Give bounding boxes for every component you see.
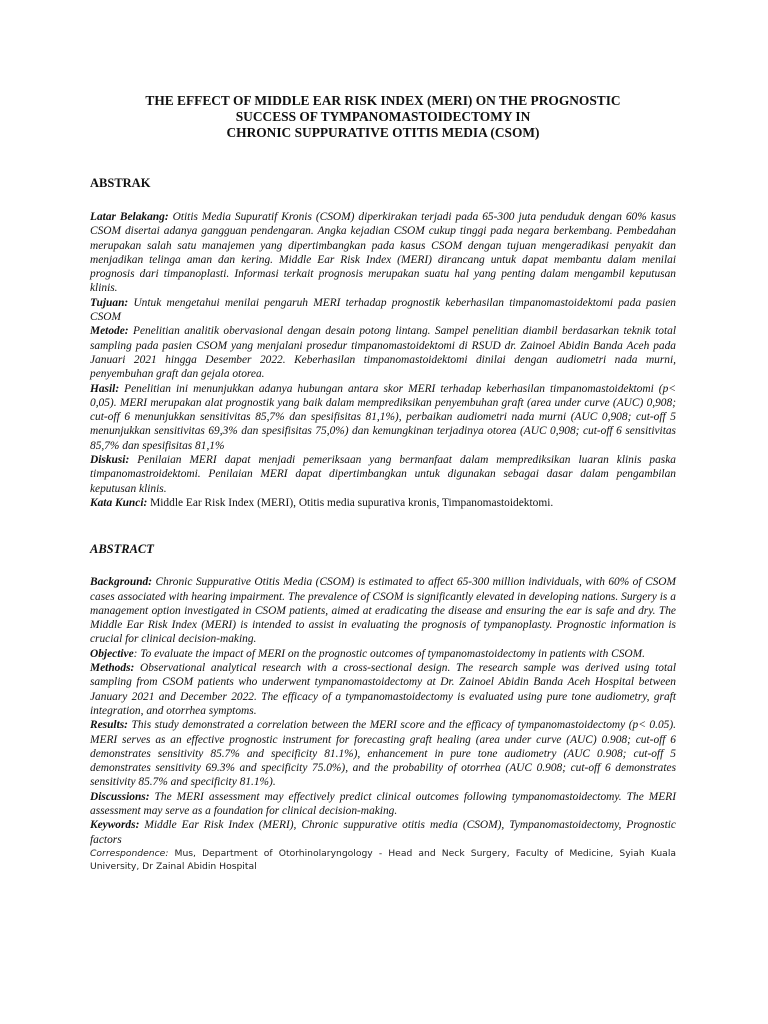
- abstract-discussions: [90, 790, 676, 819]
- document-page: [90, 93, 676, 874]
- tujuan-text: Untuk mengetahui menilai pengaruh MERI terhadap prognostik keberhasilan timpanomastoidektomi pada pasien CSOM: [90, 296, 676, 324]
- methods-label: Methods:: [90, 662, 135, 675]
- abstrak-diskusi: [90, 453, 676, 496]
- abstract-objective: [90, 647, 676, 661]
- diskusi-text: Penilaian MERI dapat menjadi pemeriksaan yang bermanfaat dalam memprediksikan luaran klinis paska timpanomastroidektomi. Penilaian MERI dapat dipertimbangkan untuk digunakan sebagai dasar dalam pengambilan keputusan klinis.: [90, 454, 676, 495]
- hasil-text: Penelitian ini menunjukkan adanya hubungan antara skor MERI terhadap keberhasilan timpanomastoidektomi (p< 0,05). MERI merupakan alat prognostik yang baik dalam memprediksikan penyembuhan graft (area under curve (AUC) 0,908; cut-off 6 menunjukkan sensitivitas 85,7% dan spesifisitas 81,1%), perbaikan audiometri nada murni (AUC 0,908; cut-off 5 menunjukkan sensitivitas 69,3% dan spesifisitas 75,0%) dan kemungkinan terjadinya otorea (AUC 0,908; cut-off 6 sensitivitas 85,7% dan spesifisitas 81,1%: [90, 382, 676, 452]
- paper-title: [90, 93, 676, 141]
- background-label: Background:: [90, 576, 153, 589]
- abstract-results: [90, 718, 676, 789]
- methods-text: Observational analytical research with a cross-sectional design. The research sample was derived using total sampling from CSOM patients who underwent tympanomastoidectomy at Dr. Zainoel Abidin Banda Aceh Hospital between January 2021 and December 2022. The efficacy of a tympanomastoidectomy is evaluated using pure tone audiometry, graft integration, and otorrhea symptoms.: [90, 662, 676, 717]
- metode-label: Metode:: [90, 325, 129, 338]
- title-line-3: CHRONIC SUPPURATIVE OTITIS MEDIA (CSOM): [226, 125, 540, 140]
- abstract-background: [90, 575, 676, 646]
- title-line-2: SUCCESS OF TYMPANOMASTOIDECTOMY IN: [235, 109, 531, 124]
- results-label: Results:: [90, 719, 128, 732]
- hasil-label: Hasil:: [90, 382, 120, 395]
- correspondence-label: Correspondence:: [90, 847, 169, 859]
- latar-label: Latar Belakang:: [90, 211, 169, 223]
- abstract-body: [90, 575, 676, 874]
- objective-label: Objective: [90, 647, 134, 660]
- correspondence: [90, 847, 676, 874]
- kunci-text: Middle Ear Risk Index (MERI), Otitis media supurativa kronis, Timpanomastoidektomi.: [147, 496, 554, 509]
- tujuan-label: Tujuan:: [90, 296, 129, 309]
- diskusi-label: Diskusi:: [90, 454, 130, 467]
- correspondence-text: Mus, Department of Otorhinolaryngology - Head and Neck Surgery, Faculty of Medicine, Syiah Kuala University, Dr Zainal Abidin Hospital: [90, 847, 676, 873]
- abstrak-tujuan: [90, 296, 676, 325]
- abstrak-body: [90, 210, 676, 510]
- keywords-text: Middle Ear Risk Index (MERI), Chronic suppurative otitis media (CSOM), Tympanomastoidectomy, Prognostic factors: [90, 819, 676, 846]
- discussions-text: The MERI assessment may effectively predict clinical outcomes following tympanomastoidectomy. The MERI assessment may serve as a foundation for clinical decision-making.: [90, 790, 676, 817]
- abstrak-kata-kunci: [90, 496, 676, 510]
- abstrak-hasil: [90, 382, 676, 453]
- kunci-label: Kata Kunci:: [90, 496, 148, 509]
- metode-text: Penelitian analitik obervasional dengan desain potong lintang. Sampel penelitian diambil berdasarkan teknik total sampling pada pasien CSOM yang menjalani prosedur timpanomastoidektomi di RSUD dr. Zainoel Abidin Banda Aceh pada Januari 2021 hingga Desember 2022. Keberhasilan timpanomastoidektomi dinilai dengan audiometri nada murni, penyembuhan graft dan gejala otorea.: [90, 325, 676, 381]
- keywords-label: Keywords:: [90, 819, 140, 832]
- abstract-methods: [90, 661, 676, 718]
- discussions-label: Discussions:: [90, 790, 150, 803]
- abstract-keywords: [90, 818, 676, 847]
- abstrak-metode: [90, 324, 676, 381]
- title-line-1: THE EFFECT OF MIDDLE EAR RISK INDEX (MERI) ON THE PROGNOSTIC: [145, 93, 621, 108]
- objective-text: : To evaluate the impact of MERI on the prognostic outcomes of tympanomastoidectomy in patients with CSOM.: [133, 647, 645, 660]
- latar-text: Otitis Media Supuratif Kronis (CSOM) diperkirakan terjadi pada 65-300 juta penduduk dengan 60% kasus CSOM disertai adanya gangguan pendengaran. Angka kejadian CSOM cukup tinggi pada negara berkembang. Pembedahan merupakan salah satu manajemen yang dipertimbangkan pada kasus CSOM dengan tujuan mengeradikasi penyakit dan menjadikan telinga aman dan kering. Middle Ear Risk Index (MERI) dirancang untuk dapat membantu dalam menilai prognosis dari timpanoplasti. Informasi terkait prognosis merupakan suatu hal yang penting dalam mengambil keputusan klinis.: [90, 211, 676, 295]
- results-text: This study demonstrated a correlation between the MERI score and the efficacy of tympanomastoidectomy (p< 0.05). MERI serves as an effective prognostic instrument for forecasting graft healing (area under curve (AUC) 0.908; cut-off 6 demonstrates sensitivity 85.7% and specificity 81.1%), enhancement in pure tone audiometry (AUC 0.908; cut-off 5 demonstrates sensitivity 69.3% and specificity 75.0%), and the probability of otorrhea (AUC 0.908; cut-off 6 demonstrates sensitivity 85.7% and specificity 81.1%).: [90, 719, 676, 789]
- abstract-heading: ABSTRACT: [90, 542, 154, 557]
- abstrak-heading: ABSTRAK: [90, 176, 151, 190]
- background-text: Chronic Suppurative Otitis Media (CSOM) is estimated to affect 65-300 million individuals, with 60% of CSOM cases associated with hearing impairment. The prevalence of CSOM is significantly elevated in developing nations. Surgery is a management option investigated in CSOM patients, aimed at eradicating the disease and ensuring the ear is safe and dry. The Middle Ear Risk Index (MERI) is intended to assist in evaluating the prognosis of tympanoplasty. Prognostic information is crucial for clinical decision-making.: [90, 576, 676, 646]
- abstrak-latar-belakang: [90, 210, 676, 296]
